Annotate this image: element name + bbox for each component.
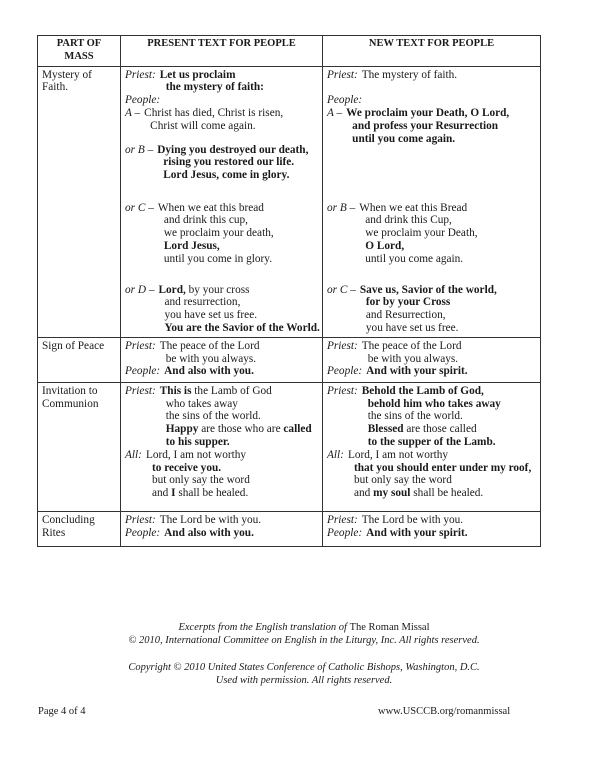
text-line	[360, 322, 536, 335]
text-line	[158, 214, 318, 227]
bold-text: Blessed	[367, 423, 404, 436]
text-line	[362, 423, 536, 436]
text-line	[160, 340, 318, 353]
speaker-label: People:	[125, 365, 161, 378]
speaker-label: A –	[327, 107, 343, 120]
text-line	[160, 410, 318, 423]
text-segment: who takes away	[165, 397, 238, 410]
text-line	[362, 69, 536, 82]
website-url: www.USCCB.org/romanmissal	[378, 706, 511, 717]
bold-text: This is	[159, 384, 192, 397]
text-line	[146, 487, 318, 500]
text-line	[359, 202, 536, 215]
block-lines	[366, 365, 536, 378]
text-segment: shall be healed.	[175, 487, 249, 500]
text-section	[327, 69, 536, 202]
part-of-mass-cell: Invitation to Communion	[38, 382, 121, 511]
excerpt-line: Excerpts from the English translation of	[178, 622, 350, 633]
speaker-label: People:	[125, 94, 161, 107]
text-section	[125, 340, 318, 378]
block-lines	[164, 527, 318, 540]
bold-text: O Lord,	[365, 239, 405, 252]
bold-text: Dying you destroyed our death,	[157, 143, 309, 156]
speaker-label: People:	[327, 526, 363, 539]
text-line	[360, 309, 536, 322]
text-line	[362, 514, 536, 527]
speaker-label: People:	[327, 94, 363, 107]
text-segment: the Lamb of God	[191, 384, 272, 397]
text-section	[327, 514, 536, 540]
text-line	[346, 133, 536, 146]
text-segment: we proclaim your death,	[163, 227, 274, 240]
block-lines	[160, 385, 318, 449]
text-line	[359, 227, 536, 240]
speaker-label: People:	[327, 365, 363, 378]
bold-text: You are the Savior of the World.	[164, 321, 320, 334]
bold-text: that you should enter under my roof,	[353, 461, 532, 474]
present-text-cell	[121, 337, 323, 382]
permission-line: Used with permission. All rights reserved.	[215, 675, 393, 686]
mass-text-comparison-table	[37, 35, 541, 547]
block-lines	[362, 340, 536, 366]
new-text-cell	[323, 511, 541, 546]
speaker-block	[327, 365, 536, 378]
speaker-block	[327, 107, 536, 145]
text-segment: The Lord be with you.	[361, 513, 464, 526]
text-line	[348, 474, 536, 487]
bold-text: I	[171, 487, 176, 500]
text-segment: be with you always.	[367, 352, 459, 365]
header-new-text: NEW TEXT FOR PEOPLE	[323, 36, 541, 67]
speaker-block	[125, 449, 318, 500]
text-line	[348, 449, 536, 462]
text-line	[362, 436, 536, 449]
text-segment: and drink this Cup,	[365, 214, 452, 227]
speaker-label: Priest:	[125, 384, 156, 397]
speaker-block	[125, 365, 318, 378]
text-segment: are those who are	[198, 423, 284, 436]
text-line	[366, 527, 536, 540]
text-line	[359, 240, 536, 253]
text-segment: and	[151, 487, 172, 500]
block-lines	[158, 202, 318, 266]
text-line	[146, 462, 318, 475]
bold-text: And also with you.	[164, 365, 254, 378]
text-line	[362, 385, 536, 398]
block-lines	[359, 202, 536, 266]
speaker-label: A –	[125, 106, 141, 119]
speaker-block	[327, 69, 536, 82]
text-line	[158, 202, 318, 215]
block-lines	[362, 514, 536, 527]
new-text-cell	[323, 382, 541, 511]
speaker-label: Priest:	[327, 68, 358, 81]
speaker-block	[327, 385, 536, 449]
text-segment: you have set us free.	[365, 321, 459, 334]
bold-text: to the supper of the Lamb.	[367, 435, 496, 448]
speaker-block	[125, 94, 318, 107]
block-lines	[160, 514, 318, 527]
bold-text: and profess your Resurrection	[352, 119, 499, 132]
bold-text: Lord Jesus,	[163, 239, 220, 252]
text-segment: but only say the word	[353, 474, 452, 487]
text-line	[159, 322, 320, 335]
text-segment: until you come again.	[365, 252, 464, 265]
text-line	[157, 169, 318, 182]
header-present-text: PRESENT TEXT FOR PEOPLE	[121, 36, 323, 67]
speaker-label: All:	[327, 448, 344, 461]
text-line	[157, 156, 318, 169]
speaker-label: Priest:	[327, 339, 358, 352]
text-line	[362, 340, 536, 353]
speaker-block	[327, 284, 536, 335]
table-row	[38, 337, 541, 382]
speaker-block	[125, 514, 318, 527]
text-segment: and	[353, 487, 374, 500]
icel-copyright: © 2010, International Committee on English in the Liturgy, Inc. All rights reserved.	[128, 635, 480, 646]
text-segment: The Lord be with you.	[159, 513, 262, 526]
text-line	[157, 144, 318, 157]
text-line	[160, 385, 318, 398]
speaker-label: Priest:	[125, 68, 156, 81]
text-segment: The peace of the Lord	[159, 339, 260, 352]
text-line	[160, 69, 318, 82]
speaker-block	[327, 202, 536, 266]
bold-text: And with your spirit.	[366, 526, 468, 539]
present-text-cell	[121, 511, 323, 546]
text-line	[160, 436, 318, 449]
text-segment: When we eat this bread	[157, 201, 264, 214]
bold-text: Lord Jesus, come in glory.	[163, 169, 290, 182]
bold-text: Lord,	[158, 283, 186, 296]
part-of-mass-cell: Mystery of Faith.	[38, 66, 121, 337]
text-line	[158, 253, 318, 266]
bold-text: Let us proclaim	[159, 68, 236, 81]
text-line	[362, 353, 536, 366]
page-number: Page 4 of 4	[38, 706, 86, 717]
text-segment: and resurrection,	[164, 296, 241, 309]
text-segment: be with you always.	[165, 352, 257, 365]
bold-text: for by your Cross	[365, 296, 451, 309]
text-segment: and drink this cup,	[163, 214, 248, 227]
text-line	[146, 474, 318, 487]
speaker-block	[125, 144, 318, 182]
text-line	[160, 423, 318, 436]
speaker-block	[327, 94, 536, 107]
text-segment: and Resurrection,	[365, 309, 446, 322]
bold-text: Happy	[165, 423, 199, 436]
bold-text: the mystery of faith:	[165, 81, 264, 94]
bold-text: to receive you.	[151, 461, 222, 474]
block-lines	[366, 94, 536, 107]
bold-text: to his supper.	[165, 435, 230, 448]
block-lines	[366, 527, 536, 540]
speaker-label: All:	[125, 448, 142, 461]
part-of-mass-cell: Sign of Peace	[38, 337, 121, 382]
missal-excerpt-notice	[0, 621, 608, 647]
bold-text: And with your spirit.	[366, 365, 468, 378]
text-section	[125, 284, 318, 335]
speaker-block	[125, 340, 318, 366]
text-line	[159, 309, 320, 322]
text-segment: you have set us free.	[164, 309, 258, 322]
block-lines	[157, 144, 318, 182]
table-row	[38, 511, 541, 546]
part-of-mass-cell: Concluding Rites	[38, 511, 121, 546]
bold-text: my soul	[373, 487, 411, 500]
text-line	[346, 120, 536, 133]
text-segment: Lord, I am not worthy	[347, 448, 449, 461]
text-section	[327, 284, 536, 335]
block-lines	[160, 340, 318, 366]
text-section	[125, 385, 318, 500]
text-segment: The mystery of faith.	[361, 68, 458, 81]
text-line	[359, 253, 536, 266]
usccb-copyright-notice	[0, 661, 608, 687]
speaker-block	[125, 284, 318, 335]
text-segment: are those called	[403, 423, 477, 436]
text-line	[160, 398, 318, 411]
bold-text: We proclaim your Death, O Lord,	[346, 107, 510, 120]
text-section	[327, 385, 536, 500]
text-line	[360, 284, 536, 297]
text-segment: the sins of the world.	[367, 410, 463, 423]
text-line	[159, 296, 320, 309]
speaker-block	[327, 514, 536, 527]
block-lines	[164, 94, 318, 107]
speaker-block	[125, 107, 318, 133]
text-segment: Christ has died, Christ is risen,	[144, 106, 284, 119]
text-segment: Lord, I am not worthy	[145, 448, 247, 461]
text-line	[146, 449, 318, 462]
text-line	[158, 227, 318, 240]
text-line	[359, 214, 536, 227]
block-lines	[362, 69, 536, 82]
block-lines	[146, 449, 318, 500]
block-lines	[348, 449, 536, 500]
text-line	[362, 398, 536, 411]
speaker-block	[327, 527, 536, 540]
text-line	[164, 527, 318, 540]
text-segment: When we eat this Bread	[359, 201, 468, 214]
bold-text: And also with you.	[164, 526, 254, 539]
text-line	[160, 514, 318, 527]
text-segment: until you come in glory.	[163, 252, 273, 265]
text-segment: but only say the word	[151, 474, 250, 487]
speaker-label: or B –	[125, 143, 154, 156]
bold-text: Behold the Lamb of God,	[361, 384, 484, 397]
block-lines	[159, 284, 320, 335]
usccb-copyright: Copyright © 2010 United States Conference of Catholic Bishops, Washington, D.C.	[128, 662, 480, 673]
table-row	[38, 66, 541, 337]
text-segment: we proclaim your Death,	[365, 227, 478, 240]
header-part-of-mass: PART OF MASS	[38, 36, 121, 67]
text-section	[327, 340, 536, 378]
new-text-cell	[323, 66, 541, 337]
bold-text: Save us, Savior of the world,	[359, 283, 497, 296]
text-line	[346, 107, 536, 120]
bold-text: until you come again.	[352, 132, 456, 145]
table-row	[38, 382, 541, 511]
text-line	[348, 462, 536, 475]
text-segment: The peace of the Lord	[361, 339, 462, 352]
speaker-block	[125, 69, 318, 95]
speaker-label: Priest:	[125, 339, 156, 352]
table-header-row	[38, 36, 541, 67]
text-section	[125, 144, 318, 202]
text-segment: shall be healed.	[410, 487, 484, 500]
text-line	[360, 296, 536, 309]
missal-title: The Roman Missal	[349, 622, 430, 633]
present-text-cell	[121, 382, 323, 511]
present-text-cell	[121, 66, 323, 337]
text-segment: the sins of the world.	[165, 410, 261, 423]
speaker-label: Priest:	[327, 513, 358, 526]
text-line	[160, 353, 318, 366]
speaker-label: Priest:	[125, 513, 156, 526]
speaker-block	[327, 340, 536, 366]
block-lines	[164, 365, 318, 378]
text-line	[366, 365, 536, 378]
text-line	[158, 240, 318, 253]
bold-text: called	[283, 423, 312, 436]
block-lines	[360, 284, 536, 335]
text-line	[164, 365, 318, 378]
text-line	[144, 120, 318, 133]
new-text-cell	[323, 337, 541, 382]
speaker-label: or C –	[125, 201, 154, 214]
speaker-label: or D –	[125, 283, 155, 296]
text-line	[348, 487, 536, 500]
text-section	[125, 69, 318, 144]
speaker-label: People:	[125, 526, 161, 539]
block-lines	[346, 107, 536, 145]
text-section	[327, 202, 536, 284]
block-lines	[160, 69, 318, 95]
text-segment: Christ will come again.	[150, 119, 256, 132]
text-line	[159, 284, 320, 297]
speaker-label: Priest:	[327, 384, 358, 397]
block-lines	[362, 385, 536, 449]
bold-text: behold him who takes away	[367, 397, 501, 410]
bold-text: rising you restored our life.	[163, 156, 295, 169]
speaker-block	[327, 449, 536, 500]
block-lines	[144, 107, 318, 133]
speaker-block	[125, 527, 318, 540]
text-section	[125, 202, 318, 284]
text-line	[362, 410, 536, 423]
speaker-label: or B –	[327, 201, 356, 214]
text-segment: by your cross	[185, 283, 250, 296]
speaker-label: or C –	[327, 283, 356, 296]
speaker-block	[125, 202, 318, 266]
text-section	[125, 514, 318, 540]
speaker-block	[125, 385, 318, 449]
text-line	[144, 107, 318, 120]
text-line	[160, 81, 318, 94]
